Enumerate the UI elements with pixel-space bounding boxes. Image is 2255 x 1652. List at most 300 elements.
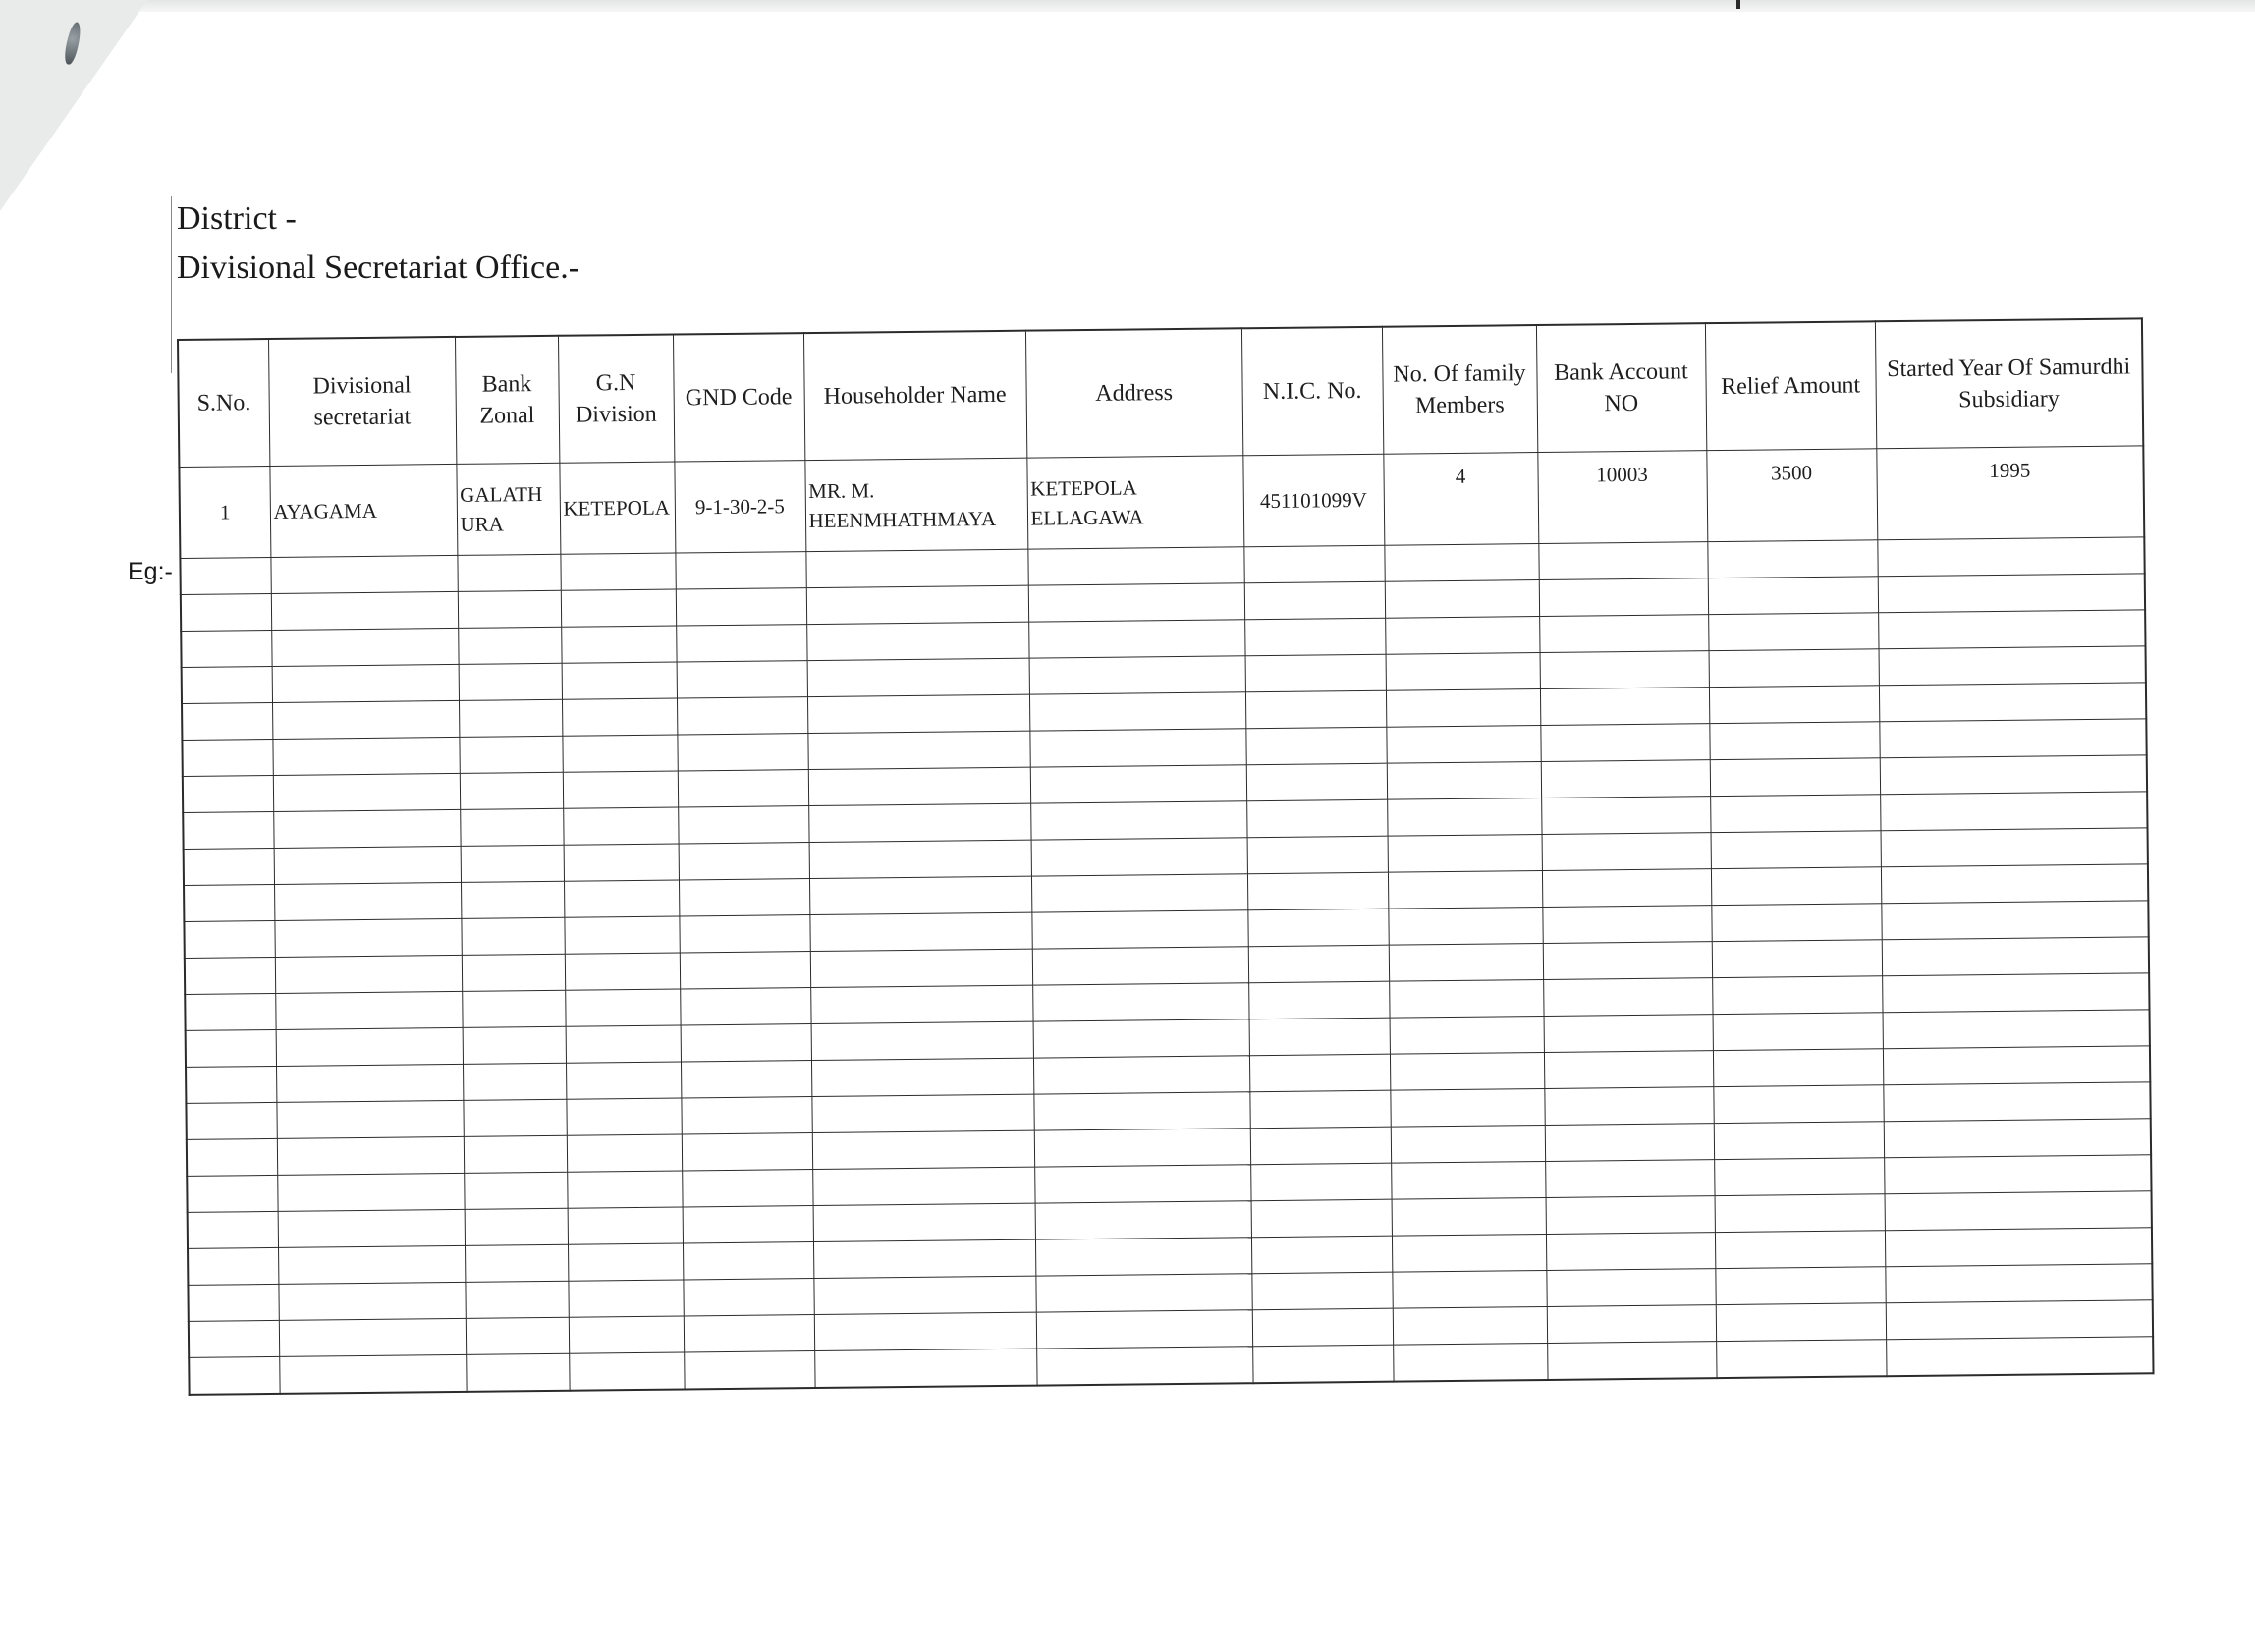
- empty-cell: [1250, 1127, 1391, 1165]
- empty-cell: [1032, 983, 1248, 1021]
- empty-cell: [1246, 763, 1387, 801]
- empty-cell: [811, 1021, 1033, 1060]
- empty-cell: [185, 993, 275, 1030]
- empty-cell: [809, 912, 1031, 951]
- scan-tick: [1736, 0, 1740, 9]
- column-header-address: Address: [1025, 328, 1242, 458]
- empty-cell: [1248, 945, 1389, 983]
- empty-cell: [1714, 1158, 1884, 1196]
- empty-cell: [1708, 613, 1878, 651]
- empty-cell: [1544, 1087, 1713, 1126]
- empty-cell: [1251, 1236, 1392, 1274]
- empty-cell: [458, 627, 561, 664]
- empty-cell: [567, 1171, 682, 1208]
- empty-cell: [569, 1316, 684, 1353]
- empty-cell: [466, 1353, 569, 1392]
- empty-cell: [1034, 1165, 1250, 1203]
- empty-cell: [1033, 1019, 1249, 1058]
- empty-cell: [279, 1354, 466, 1394]
- register-table-container: [177, 317, 2155, 1396]
- empty-cell: [1388, 870, 1542, 909]
- empty-cell: [684, 1315, 814, 1352]
- empty-cell: [812, 1167, 1034, 1205]
- empty-cell: [1035, 1201, 1251, 1239]
- cell-sno: 1: [179, 466, 270, 558]
- empty-cell: [1031, 910, 1247, 949]
- empty-cell: [1029, 729, 1245, 767]
- empty-cell: [271, 628, 458, 666]
- empty-cell: [1245, 654, 1386, 692]
- empty-cell: [1244, 618, 1385, 656]
- empty-cell: [1545, 1124, 1714, 1162]
- form-header: [177, 194, 579, 293]
- empty-cell: [182, 739, 272, 776]
- office-label: Divisional Secretariat Office.-: [177, 249, 580, 286]
- empty-cell: [814, 1349, 1036, 1388]
- empty-cell: [182, 702, 272, 740]
- empty-cell: [1882, 973, 2149, 1013]
- empty-cell: [1881, 828, 2148, 867]
- empty-cell: [187, 1175, 277, 1212]
- empty-cell: [1882, 937, 2149, 976]
- empty-cell: [1030, 801, 1246, 840]
- column-header-started-year: Started Year Of Samurdhi Subsidiary: [1875, 318, 2143, 448]
- empty-cell: [276, 1027, 463, 1066]
- empty-cell: [562, 735, 677, 772]
- empty-cell: [1031, 838, 1247, 876]
- empty-cell: [1390, 1016, 1544, 1054]
- empty-cell: [679, 843, 809, 880]
- empty-cell: [463, 1063, 566, 1100]
- empty-cell: [813, 1239, 1035, 1278]
- empty-cell: [681, 1097, 811, 1134]
- empty-cell: [1544, 1051, 1713, 1089]
- empty-cell: [1880, 755, 2147, 795]
- empty-cell: [1034, 1129, 1250, 1167]
- empty-cell: [278, 1209, 465, 1247]
- empty-cell: [461, 917, 564, 955]
- empty-cell: [186, 1102, 276, 1139]
- empty-cell: [1538, 542, 1707, 580]
- empty-cell: [806, 585, 1028, 624]
- empty-cell: [187, 1138, 277, 1176]
- empty-cell: [811, 1094, 1033, 1132]
- empty-cell: [1878, 574, 2145, 613]
- empty-cell: [180, 557, 270, 594]
- empty-cell: [1547, 1342, 1716, 1380]
- empty-cell: [461, 881, 564, 918]
- empty-cell: [182, 666, 272, 703]
- empty-cell: [1541, 760, 1710, 798]
- empty-cell: [188, 1211, 278, 1248]
- empty-cell: [676, 625, 806, 662]
- header-row: [178, 318, 2143, 467]
- empty-cell: [684, 1351, 814, 1390]
- empty-cell: [462, 954, 565, 991]
- cell-divisional-secretariat: AYAGAMA: [269, 464, 457, 557]
- empty-cell: [677, 697, 807, 735]
- empty-cell: [1391, 1125, 1545, 1163]
- empty-cell: [465, 1244, 568, 1282]
- empty-cell: [465, 1281, 568, 1318]
- empty-cell: [460, 772, 563, 809]
- empty-cell: [1879, 646, 2146, 686]
- empty-cell: [277, 1136, 464, 1175]
- empty-cell: [274, 846, 461, 884]
- empty-cell: [1709, 722, 1879, 760]
- empty-cell: [1249, 1090, 1390, 1129]
- empty-cell: [459, 663, 562, 700]
- empty-cell: [1391, 1161, 1545, 1199]
- empty-cell: [1709, 649, 1879, 688]
- empty-cell: [1036, 1310, 1252, 1349]
- empty-cell: [1877, 537, 2144, 577]
- empty-cell: [810, 985, 1032, 1023]
- empty-cell: [1029, 656, 1245, 694]
- empty-cell: [274, 882, 461, 920]
- empty-cell: [1715, 1267, 1885, 1305]
- column-header-bank-zonal: Bank Zonal: [455, 336, 559, 465]
- empty-cell: [278, 1282, 465, 1320]
- empty-cell: [809, 876, 1031, 914]
- cell-address: KETEPOLA ELLAGAWA: [1026, 456, 1243, 549]
- empty-cell: [277, 1173, 464, 1211]
- empty-cell: [465, 1208, 568, 1245]
- empty-cell: [1715, 1194, 1885, 1233]
- empty-cell: [460, 808, 563, 846]
- margin-line: [171, 196, 172, 373]
- empty-cell: [1714, 1122, 1884, 1160]
- empty-cell: [275, 955, 462, 993]
- empty-cell: [1032, 947, 1248, 985]
- empty-cell: [1031, 874, 1247, 912]
- column-header-family-members: No. Of family Members: [1382, 325, 1537, 454]
- empty-cell: [1249, 1018, 1390, 1056]
- empty-cell: [1546, 1269, 1715, 1307]
- district-label: District -: [177, 200, 297, 237]
- table-body: [179, 446, 2153, 1395]
- empty-cell: [463, 1099, 566, 1136]
- empty-cell: [1886, 1337, 2153, 1376]
- empty-cell: [1250, 1163, 1391, 1201]
- empty-cell: [680, 952, 810, 989]
- empty-cell: [1883, 1046, 2150, 1085]
- column-header-gnd-code: GND Code: [673, 333, 804, 462]
- empty-cell: [1387, 761, 1541, 799]
- empty-cell: [1883, 1010, 2150, 1049]
- empty-cell: [1712, 976, 1882, 1015]
- empty-cell: [1392, 1270, 1546, 1308]
- empty-cell: [1247, 872, 1388, 910]
- empty-cell: [271, 591, 458, 630]
- empty-cell: [1252, 1308, 1393, 1347]
- empty-cell: [466, 1317, 569, 1354]
- empty-cell: [189, 1320, 279, 1357]
- empty-cell: [181, 593, 271, 631]
- empty-cell: [279, 1318, 466, 1356]
- beneficiary-register-table: [177, 317, 2155, 1396]
- empty-cell: [1389, 979, 1543, 1018]
- empty-cell: [188, 1247, 278, 1285]
- empty-cell: [275, 991, 462, 1029]
- empty-cell: [568, 1207, 683, 1244]
- empty-cell: [273, 809, 460, 848]
- empty-cell: [1716, 1303, 1886, 1342]
- empty-cell: [562, 662, 677, 699]
- empty-cell: [675, 552, 805, 589]
- cell-bank-account-no: 10003: [1537, 451, 1707, 544]
- empty-cell: [278, 1245, 465, 1284]
- empty-cell: [1546, 1196, 1715, 1235]
- empty-cell: [1251, 1272, 1392, 1310]
- empty-cell: [563, 807, 678, 845]
- empty-cell: [682, 1133, 812, 1171]
- empty-cell: [683, 1242, 813, 1280]
- empty-cell: [1248, 981, 1389, 1019]
- empty-cell: [1392, 1234, 1546, 1272]
- cell-gn-division: KETEPOLA: [559, 462, 675, 554]
- empty-cell: [1393, 1343, 1547, 1381]
- empty-cell: [1247, 836, 1388, 874]
- empty-cell: [1710, 795, 1880, 833]
- empty-cell: [1540, 688, 1709, 726]
- empty-cell: [1386, 726, 1540, 764]
- empty-cell: [1713, 1049, 1883, 1087]
- empty-cell: [1252, 1345, 1393, 1383]
- empty-cell: [564, 916, 679, 954]
- empty-cell: [682, 1170, 812, 1207]
- cell-gnd-code: 9-1-30-2-5: [674, 461, 805, 553]
- empty-cell: [464, 1135, 567, 1173]
- empty-cell: [568, 1243, 683, 1281]
- empty-cell: [568, 1280, 683, 1317]
- empty-cell: [566, 1062, 681, 1099]
- column-header-relief-amount: Relief Amount: [1705, 321, 1876, 450]
- empty-cell: [1713, 1085, 1883, 1124]
- empty-cell: [462, 990, 565, 1027]
- empty-cell: [270, 555, 457, 593]
- cell-nic-no: 451101099V: [1242, 454, 1384, 547]
- empty-cell: [1244, 581, 1385, 620]
- empty-cell: [563, 771, 678, 808]
- empty-cell: [1712, 940, 1882, 978]
- column-header-bank-account-no: Bank Account NO: [1536, 323, 1706, 452]
- empty-cell: [1711, 904, 1881, 942]
- empty-cell: [1541, 797, 1710, 835]
- empty-cell: [1542, 869, 1711, 908]
- empty-cell: [812, 1130, 1034, 1169]
- empty-cell: [1029, 692, 1245, 731]
- empty-cell: [272, 664, 459, 702]
- empty-cell: [1884, 1119, 2151, 1158]
- empty-cell: [1540, 651, 1709, 689]
- empty-cell: [565, 953, 680, 990]
- empty-cell: [1387, 798, 1541, 836]
- empty-cell: [459, 699, 562, 737]
- empty-cell: [564, 844, 679, 881]
- cell-started-year: 1995: [1876, 446, 2144, 540]
- empty-cell: [809, 840, 1031, 878]
- empty-cell: [1883, 1082, 2150, 1122]
- empty-cell: [458, 590, 561, 628]
- empty-cell: [678, 770, 808, 807]
- column-header-divisional-secretariat: Divisional secretariat: [268, 337, 456, 467]
- empty-cell: [1243, 545, 1384, 583]
- empty-cell: [186, 1029, 276, 1067]
- empty-cell: [1393, 1306, 1547, 1345]
- empty-cell: [680, 988, 810, 1025]
- empty-cell: [1545, 1160, 1714, 1198]
- empty-cell: [562, 698, 677, 736]
- empty-cell: [1035, 1274, 1251, 1312]
- empty-cell: [808, 803, 1030, 842]
- empty-cell: [1543, 978, 1712, 1017]
- empty-cell: [1028, 620, 1244, 658]
- empty-cell: [1543, 942, 1712, 980]
- empty-cell: [1542, 833, 1711, 871]
- empty-cell: [811, 1058, 1033, 1096]
- empty-cell: [561, 626, 676, 663]
- empty-cell: [185, 957, 275, 994]
- cell-relief-amount: 3500: [1706, 449, 1877, 542]
- empty-cell: [1707, 540, 1877, 578]
- empty-cell: [677, 734, 807, 771]
- empty-cell: [565, 989, 680, 1026]
- empty-cell: [186, 1066, 276, 1103]
- scan-top-edge: [0, 0, 2255, 12]
- empty-cell: [1028, 583, 1244, 622]
- empty-cell: [1878, 610, 2145, 649]
- empty-cell: [807, 694, 1029, 733]
- empty-cell: [1711, 831, 1881, 869]
- empty-cell: [272, 737, 459, 775]
- empty-cell: [1035, 1238, 1251, 1276]
- empty-cell: [1033, 1056, 1249, 1094]
- empty-cell: [676, 588, 806, 626]
- empty-cell: [1386, 653, 1540, 691]
- empty-cell: [1390, 1088, 1544, 1127]
- empty-cell: [1386, 689, 1540, 728]
- empty-cell: [1710, 758, 1880, 797]
- cell-bank-zonal: GALATHURA: [456, 463, 560, 555]
- empty-cell: [566, 1098, 681, 1135]
- empty-cell: [184, 920, 274, 958]
- empty-cell: [457, 554, 560, 591]
- empty-cell: [1546, 1233, 1715, 1271]
- empty-cell: [188, 1284, 278, 1321]
- column-header-gn-division: G.N Division: [558, 335, 674, 464]
- cell-family-members: 4: [1383, 453, 1538, 546]
- cell-householder-name: MR. M. HEENMHATHMAYA: [804, 458, 1027, 551]
- empty-cell: [1544, 1015, 1713, 1053]
- empty-cell: [681, 1024, 811, 1062]
- empty-cell: [1246, 799, 1387, 838]
- empty-cell: [1885, 1228, 2152, 1267]
- empty-cell: [679, 879, 809, 916]
- empty-cell: [678, 806, 808, 844]
- empty-cell: [806, 622, 1028, 660]
- empty-cell: [183, 775, 273, 812]
- empty-cell: [1389, 943, 1543, 981]
- empty-cell: [184, 848, 274, 885]
- empty-cell: [184, 884, 274, 921]
- empty-cell: [461, 845, 564, 882]
- empty-cell: [1392, 1197, 1546, 1236]
- empty-cell: [1880, 792, 2147, 831]
- empty-cell: [807, 658, 1029, 696]
- empty-cell: [1886, 1300, 2153, 1340]
- empty-cell: [677, 661, 807, 698]
- empty-cell: [1539, 615, 1708, 653]
- empty-cell: [560, 553, 675, 590]
- empty-cell: [1390, 1052, 1544, 1090]
- empty-cell: [1385, 617, 1539, 655]
- empty-cell: [1539, 578, 1708, 617]
- empty-cell: [1879, 683, 2146, 722]
- empty-cell: [814, 1312, 1036, 1350]
- example-label: Eg:-: [128, 558, 173, 585]
- empty-cell: [813, 1203, 1035, 1241]
- empty-cell: [1384, 544, 1538, 582]
- empty-cell: [276, 1064, 463, 1102]
- empty-cell: [1716, 1340, 1886, 1378]
- empty-cell: [463, 1026, 566, 1064]
- empty-cell: [1249, 1054, 1390, 1092]
- empty-cell: [1388, 834, 1542, 872]
- empty-cell: [1542, 906, 1711, 944]
- empty-cell: [1547, 1305, 1716, 1344]
- empty-cell: [1884, 1155, 2151, 1194]
- empty-cell: [1385, 580, 1539, 619]
- empty-cell: [1030, 765, 1246, 803]
- empty-cell: [1885, 1191, 2152, 1231]
- empty-cell: [813, 1276, 1035, 1314]
- empty-cell: [1881, 864, 2148, 904]
- empty-cell: [1879, 719, 2146, 758]
- empty-cell: [276, 1100, 463, 1138]
- empty-cell: [566, 1025, 681, 1063]
- empty-cell: [1885, 1264, 2152, 1303]
- empty-cell: [1540, 724, 1709, 762]
- empty-cell: [683, 1279, 813, 1316]
- empty-cell: [564, 880, 679, 917]
- empty-cell: [464, 1172, 567, 1209]
- empty-cell: [1251, 1199, 1392, 1238]
- empty-cell: [1881, 901, 2148, 940]
- empty-cell: [683, 1206, 813, 1243]
- empty-cell: [1033, 1092, 1249, 1130]
- empty-cell: [807, 731, 1029, 769]
- empty-cell: [561, 589, 676, 627]
- empty-cell: [183, 811, 273, 849]
- empty-cell: [189, 1356, 279, 1394]
- empty-cell: [1388, 907, 1542, 945]
- empty-cell: [459, 736, 562, 773]
- empty-cell: [810, 949, 1032, 987]
- empty-cell: [1027, 547, 1243, 585]
- empty-cell: [273, 773, 460, 811]
- empty-cell: [569, 1352, 684, 1391]
- empty-cell: [1711, 867, 1881, 906]
- empty-cell: [1245, 690, 1386, 729]
- column-header-nic-no: N.I.C. No.: [1241, 327, 1383, 456]
- empty-cell: [567, 1134, 682, 1172]
- empty-cell: [1709, 686, 1879, 724]
- empty-cell: [274, 918, 461, 957]
- empty-cell: [1708, 577, 1878, 615]
- empty-cell: [272, 700, 459, 739]
- empty-cell: [681, 1061, 811, 1098]
